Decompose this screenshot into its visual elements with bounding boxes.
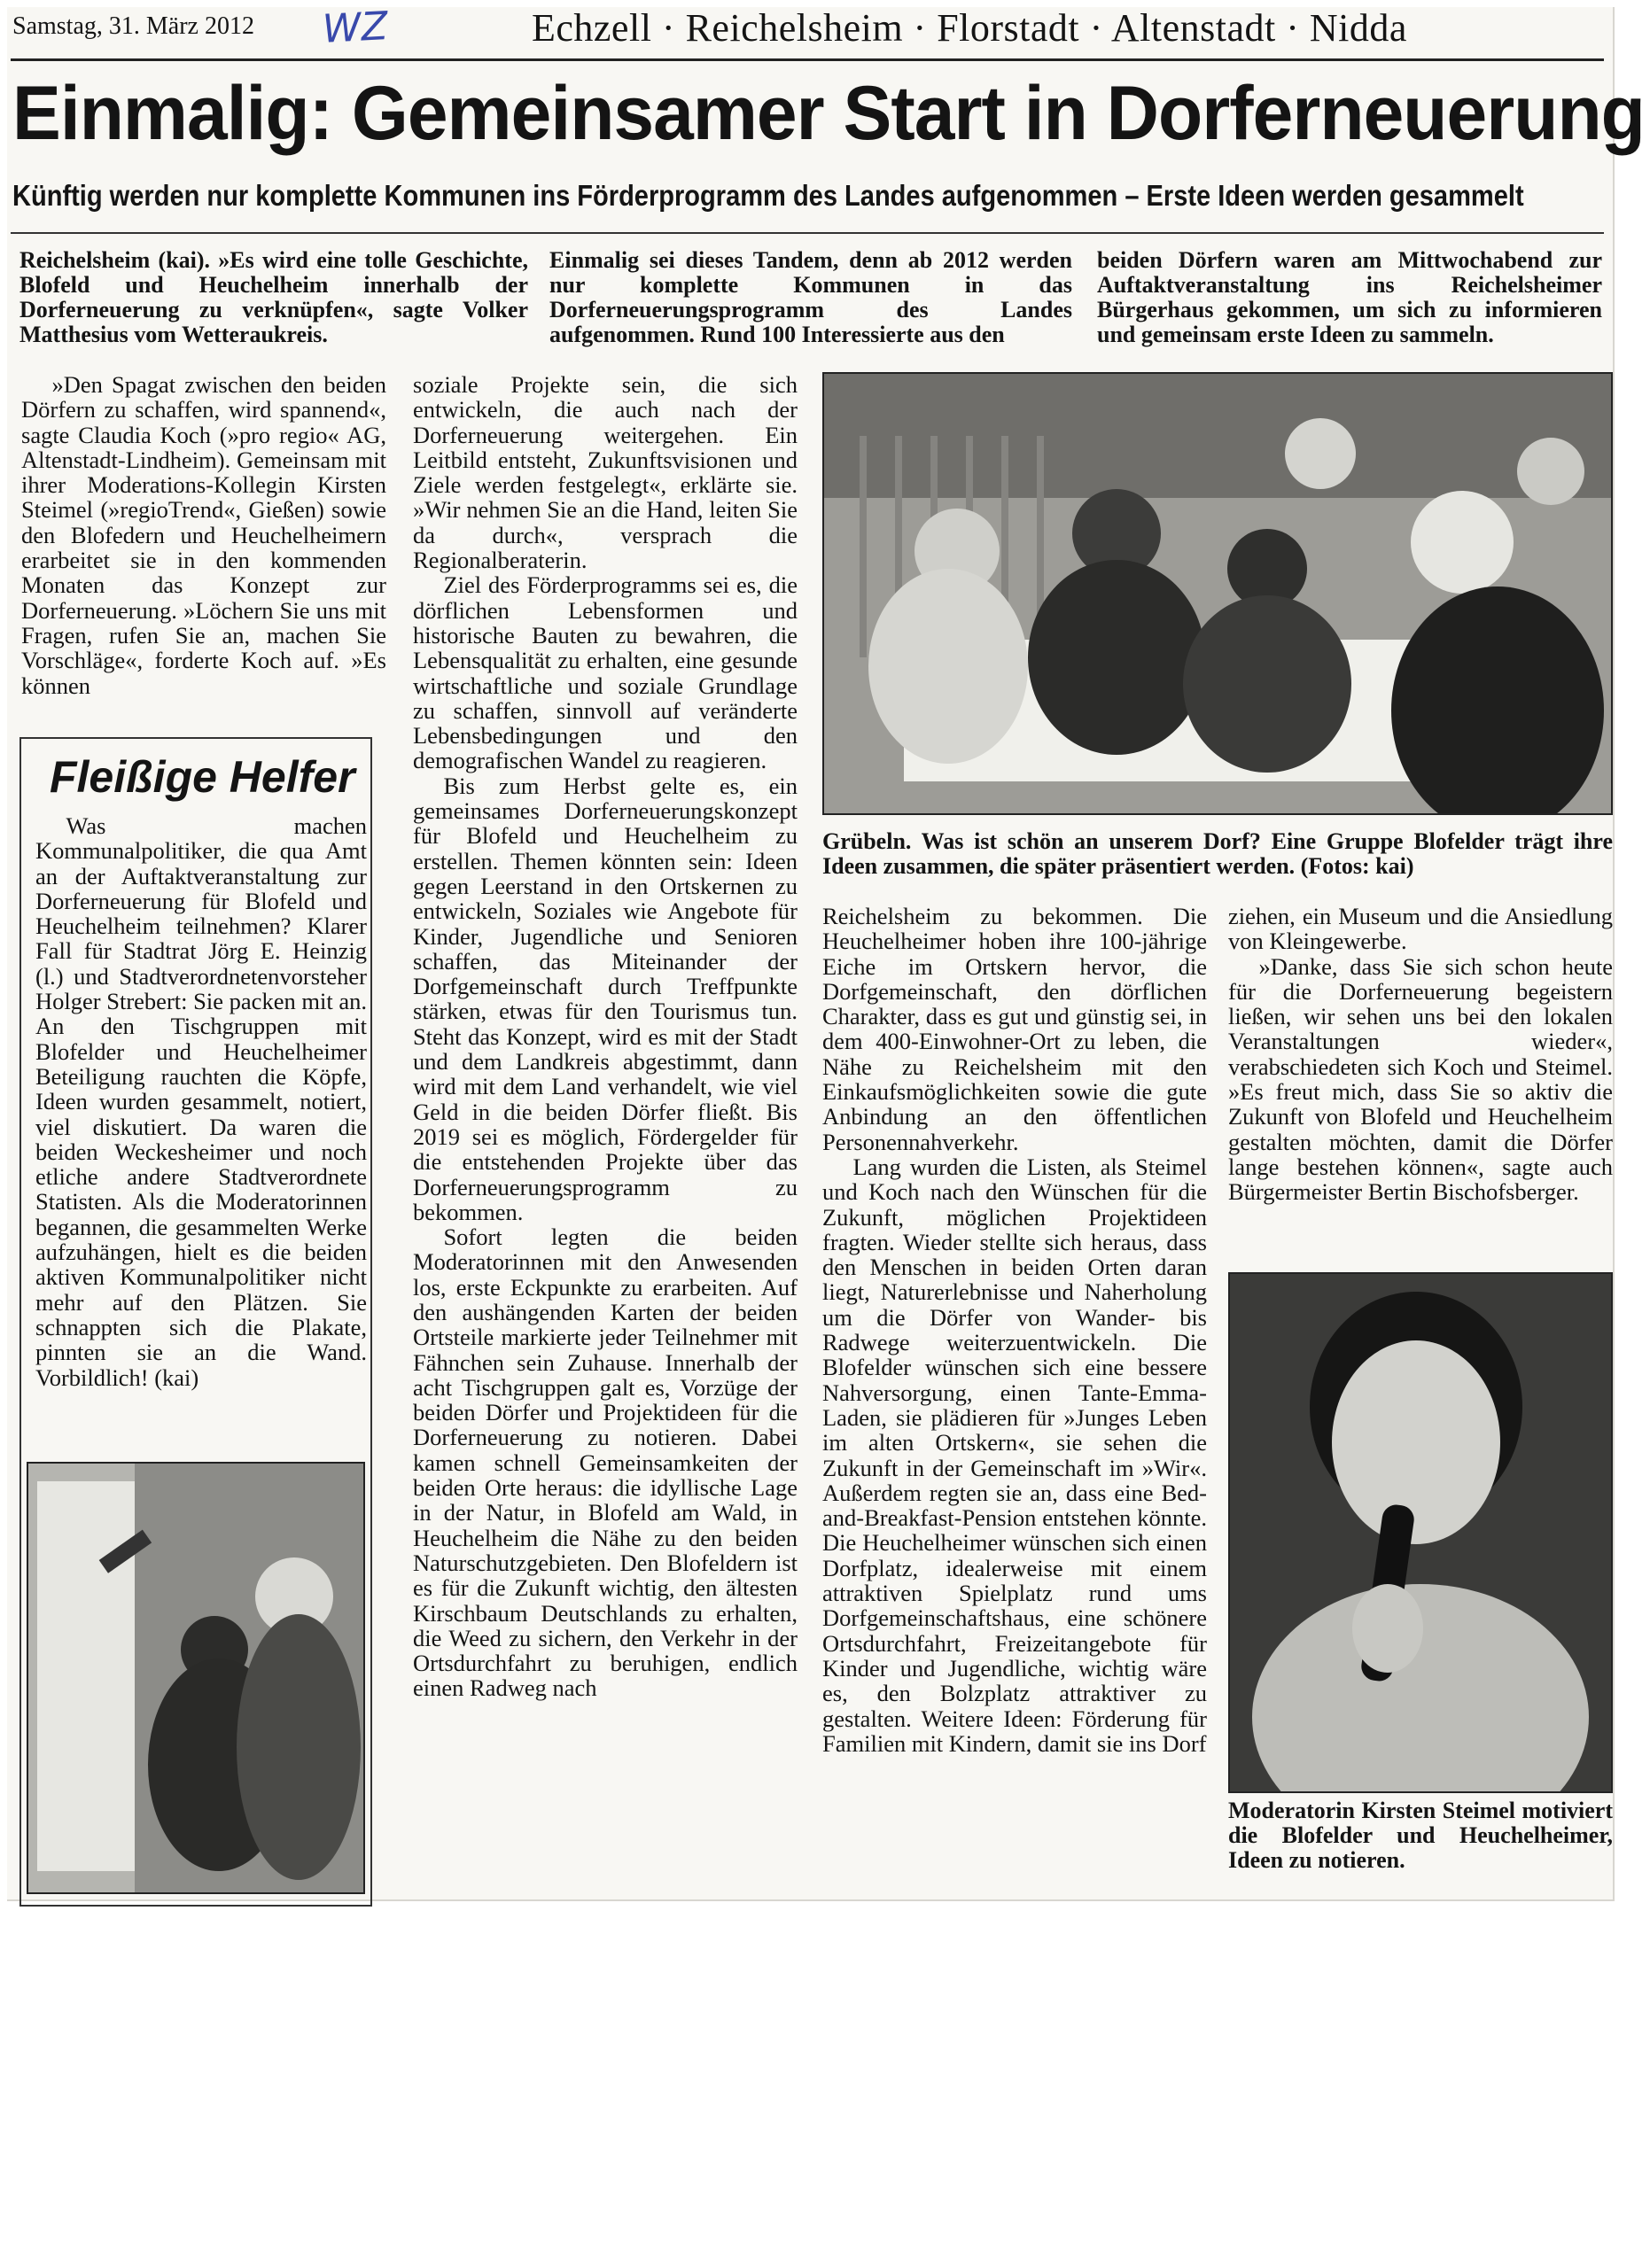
issue-date: Samstag, 31. März 2012 [12, 12, 254, 40]
body-col-3 [822, 904, 1207, 1756]
sidebar-photo [27, 1462, 365, 1894]
portrait-photo-caption: Moderatorin Kirsten Steimel motiviert die Blofelder und Heuchelheimer, Ideen zu notieren. [1228, 1798, 1613, 1873]
lead-col-3: beiden Dörfern waren am Mittwochabend zur Auftaktveranstaltung ins Reichelsheimer Bürgerhaus gekommen, um sich zu informieren und gemeinsam erste Ideen zu sammeln. [1097, 247, 1602, 347]
body-col-2 [413, 372, 798, 1701]
main-photo-caption: Grübeln. Was ist schön an unserem Dorf? Eine Gruppe Blofelder trägt ihre Ideen zusammen, die später präsentiert werden. (Fotos: kai) [822, 828, 1613, 879]
masthead-rule [11, 58, 1604, 61]
main-photo [822, 372, 1613, 815]
body-col-1 [21, 372, 386, 698]
section-towns: Echzell · Reichelsheim · Florstadt · Altenstadt · Nidda [532, 6, 1407, 50]
subhead-rule [11, 232, 1604, 234]
lead-col-2: Einmalig sei dieses Tandem, denn ab 2012 werden nur komplette Kommunen in das Dorferneuerungsprogramm des Landes aufgenommen. Rund 100 Interessierte aus den [549, 247, 1072, 347]
paragraph: Lang wurden die Listen, als Steimel und Koch nach den Wünschen für die Zukunft, möglichen Projektideen fragten. Wieder stellte sich heraus, dass den Menschen in beiden Orten daran liegt, Naturerlebnisse und Naherholung um die Dörfer von Wander- bis Radwege weiterzuentwickeln. Die Blofelder wünschen sich eine bessere Nahversorgung, einen Tante-Emma-Laden, sie plädieren für »Junges Leben im alten Ortskern«, sie sehen die Zukunft in der Gemeinschaft im »Wir«. Außerdem regten sie an, dass eine Bed-and-Breakfast-Pension entstehen könnte. Die Heuchelheimer wünschen sich einen Dorfplatz, idealerweise mit einem attraktiven Spielplatz rund ums Dorfgemeinschaftshaus, eine schönere Ortsdurchfahrt, Freizeitangebote für Kinder und Jugendliche, wichtig wäre es, den Bolzplatz attraktiver zu gestalten. Weitere Ideen: Förderung für Familien mit Kindern, damit sie ins Dorf [822, 1153, 1207, 1757]
sidebar-text: Was machen Kommunalpolitiker, die qua Amt an der Auftaktveranstaltung zur Dorferneuerung für Blofeld und Heuchelheim teilnehmen? Klarer Fall für Stadtrat Jörg E. Heinzig (l.) und Stadtverordnetenvorsteher Holger Strebert: Sie packen mit an. An den Tischgruppen mit Blofelder und Heuchelheimer Beteiligung rauchten die Köpfe, Ideen wurden gesammelt, notiert, viel diskutiert. Da waren die beiden Weckesheimer und noch etliche andere Stadtverordnete Statisten. Als die Moderatorinnen begannen, die gesammelten Werke aufzuhängen, hielt es die beiden aktiven Kommunalpolitiker nicht mehr auf den Plätzen. Sie schnappten sich die Plakate, pinnten sie an die Wand. Vorbildlich! (kai) [35, 812, 367, 1391]
paragraph: Bis zum Herbst gelte es, ein gemeinsames Dorferneuerungskonzept für Blofeld und Heuchelheim zu erstellen. Themen könnten sein: Ideen gegen Leerstand in den Ortskernen zu entwickeln, Soziales wie Angebote für Kinder, Jugendliche und Senioren schaffen, das Miteinander der Dorfgemeinschaft durch Treffpunkte stärken, etwas für den Tourismus tun. Steht das Konzept, wird es mit der Stadt und dem Landkreis abgestimmt, dann wird mit dem Land verhandelt, wie viel Geld in die beiden Dörfer fließt. Bis 2019 sei es möglich, Fördergelder für die entstehenden Projekte über das Dorferneuerungsprogramm zu bekommen. [413, 772, 798, 1225]
subheadline: Künftig werden nur komplette Kommunen ins Förderprogramm des Landes aufgenommen – Erste Ideen werden gesammelt [12, 179, 1524, 212]
sidebar-text-block [35, 813, 367, 1390]
paragraph: Ziel des Förderprogramms sei es, die dörflichen Lebensformen und historische Bauten zu bewahren, die Lebensqualität zu erhalten, eine gesunde wirtschaftliche und soziale Grundlage zu schaffen, sinnvoll auf veränderte Lebensbedingungen und den demografischen Wandel zu reagieren. [413, 571, 798, 774]
portrait-photo [1228, 1272, 1613, 1793]
paragraph: ziehen, ein Museum und die Ansiedlung von Kleingewerbe. [1228, 903, 1613, 955]
portrait-photo-image [1230, 1274, 1611, 1791]
paragraph: Reichelsheim zu bekommen. Die Heuchelheimer hoben ihre 100-jährige Eiche im Ortskern hervor, die Dorfgemeinschaft, den dörflichen Charakter, dass es gut und günstig sei, in dem 400-Einwohner-Ort zu leben, die Nähe zu Reichelsheim mit den Einkaufsmöglichkeiten sowie die gute Anbindung an den öffentlichen Personennahverkehr. [822, 903, 1207, 1155]
paragraph: »Den Spagat zwischen den beiden Dörfern zu schaffen, wird spannend«, sagte Claudia Koch (»pro regio« AG, Altenstadt-Lindheim). Gemeinsam mit ihrer Moderations-Kollegin Kirsten Steimel (»regioTrend«, Gießen) sowie den Blofedern und Heuchelheimern erarbeitet sie in den kommenden Monaten das Konzept zur Dorferneuerung. »Löchern Sie uns mit Fragen, rufen Sie an, machen Sie Vorschläge«, forderte Koch auf. »Es können [21, 371, 386, 699]
sidebar-title: Fleißige Helfer [50, 752, 355, 802]
main-photo-image [824, 374, 1611, 813]
headline: Einmalig: Gemeinsamer Start in Dorferneuerung [12, 71, 1645, 156]
paragraph: Sofort legten die beiden Moderatorinnen mit den Anwesenden los, erste Eckpunkte zu erarbeiten. Auf den aushängenden Karten der beiden Ortsteile markierte jeder Teilnehmer mit Fähnchen sein Zuhause. Innerhalb der acht Tischgruppen galt es, Vorzüge der beiden Dörfer und Projektideen für die Dorferneuerung zu notieren. Dabei kamen schnell Gemeinsamkeiten der beiden Orte heraus: die idyllische Lage in der Natur, in Blofeld am Wald, in Heuchelheim die Nähe zu den beiden Naturschutzgebieten. Den Blofeldern ist es für die Zukunft wichtig, den ältesten Kirschbaum Deutschlands zu erhalten, die Weed zu sichern, den Verkehr in der Ortsdurchfahrt zu beruhigen, endlich einen Radweg nach [413, 1223, 798, 1702]
paragraph: soziale Projekte sein, die sich entwickeln, die auch nach der Dorferneuerung weitergehen. Ein Leitbild entsteht, Zukunftsvisionen und Ziele werden festgelegt«, erklärte sie. »Wir nehmen Sie an die Hand, leiten Sie da durch«, versprach die Regionalberaterin. [413, 371, 798, 574]
handwritten-mark: WZ [321, 4, 389, 52]
paragraph: »Danke, dass Sie sich schon heute für die Dorferneuerung begeistern ließen, wir sehen uns bei den lokalen Veranstaltungen wieder«, verabschiedeten sich Koch und Steimel. »Es freut mich, dass Sie so aktiv die Zukunft von Blofeld und Heuchelheim gestalten möchten, damit die Dörfer lange bestehen können«, sagte auch Bürgermeister Bertin Bischofsberger. [1228, 952, 1613, 1206]
sidebar-photo-image [28, 1464, 363, 1892]
body-col-4 [1228, 904, 1613, 1205]
lead-col-1: Reichelsheim (kai). »Es wird eine tolle Geschichte, Blofeld und Heuchelheim innerhalb der Dorferneuerung zu verknüpfen«, sagte Volker Matthesius vom Wetteraukreis. [19, 247, 528, 347]
